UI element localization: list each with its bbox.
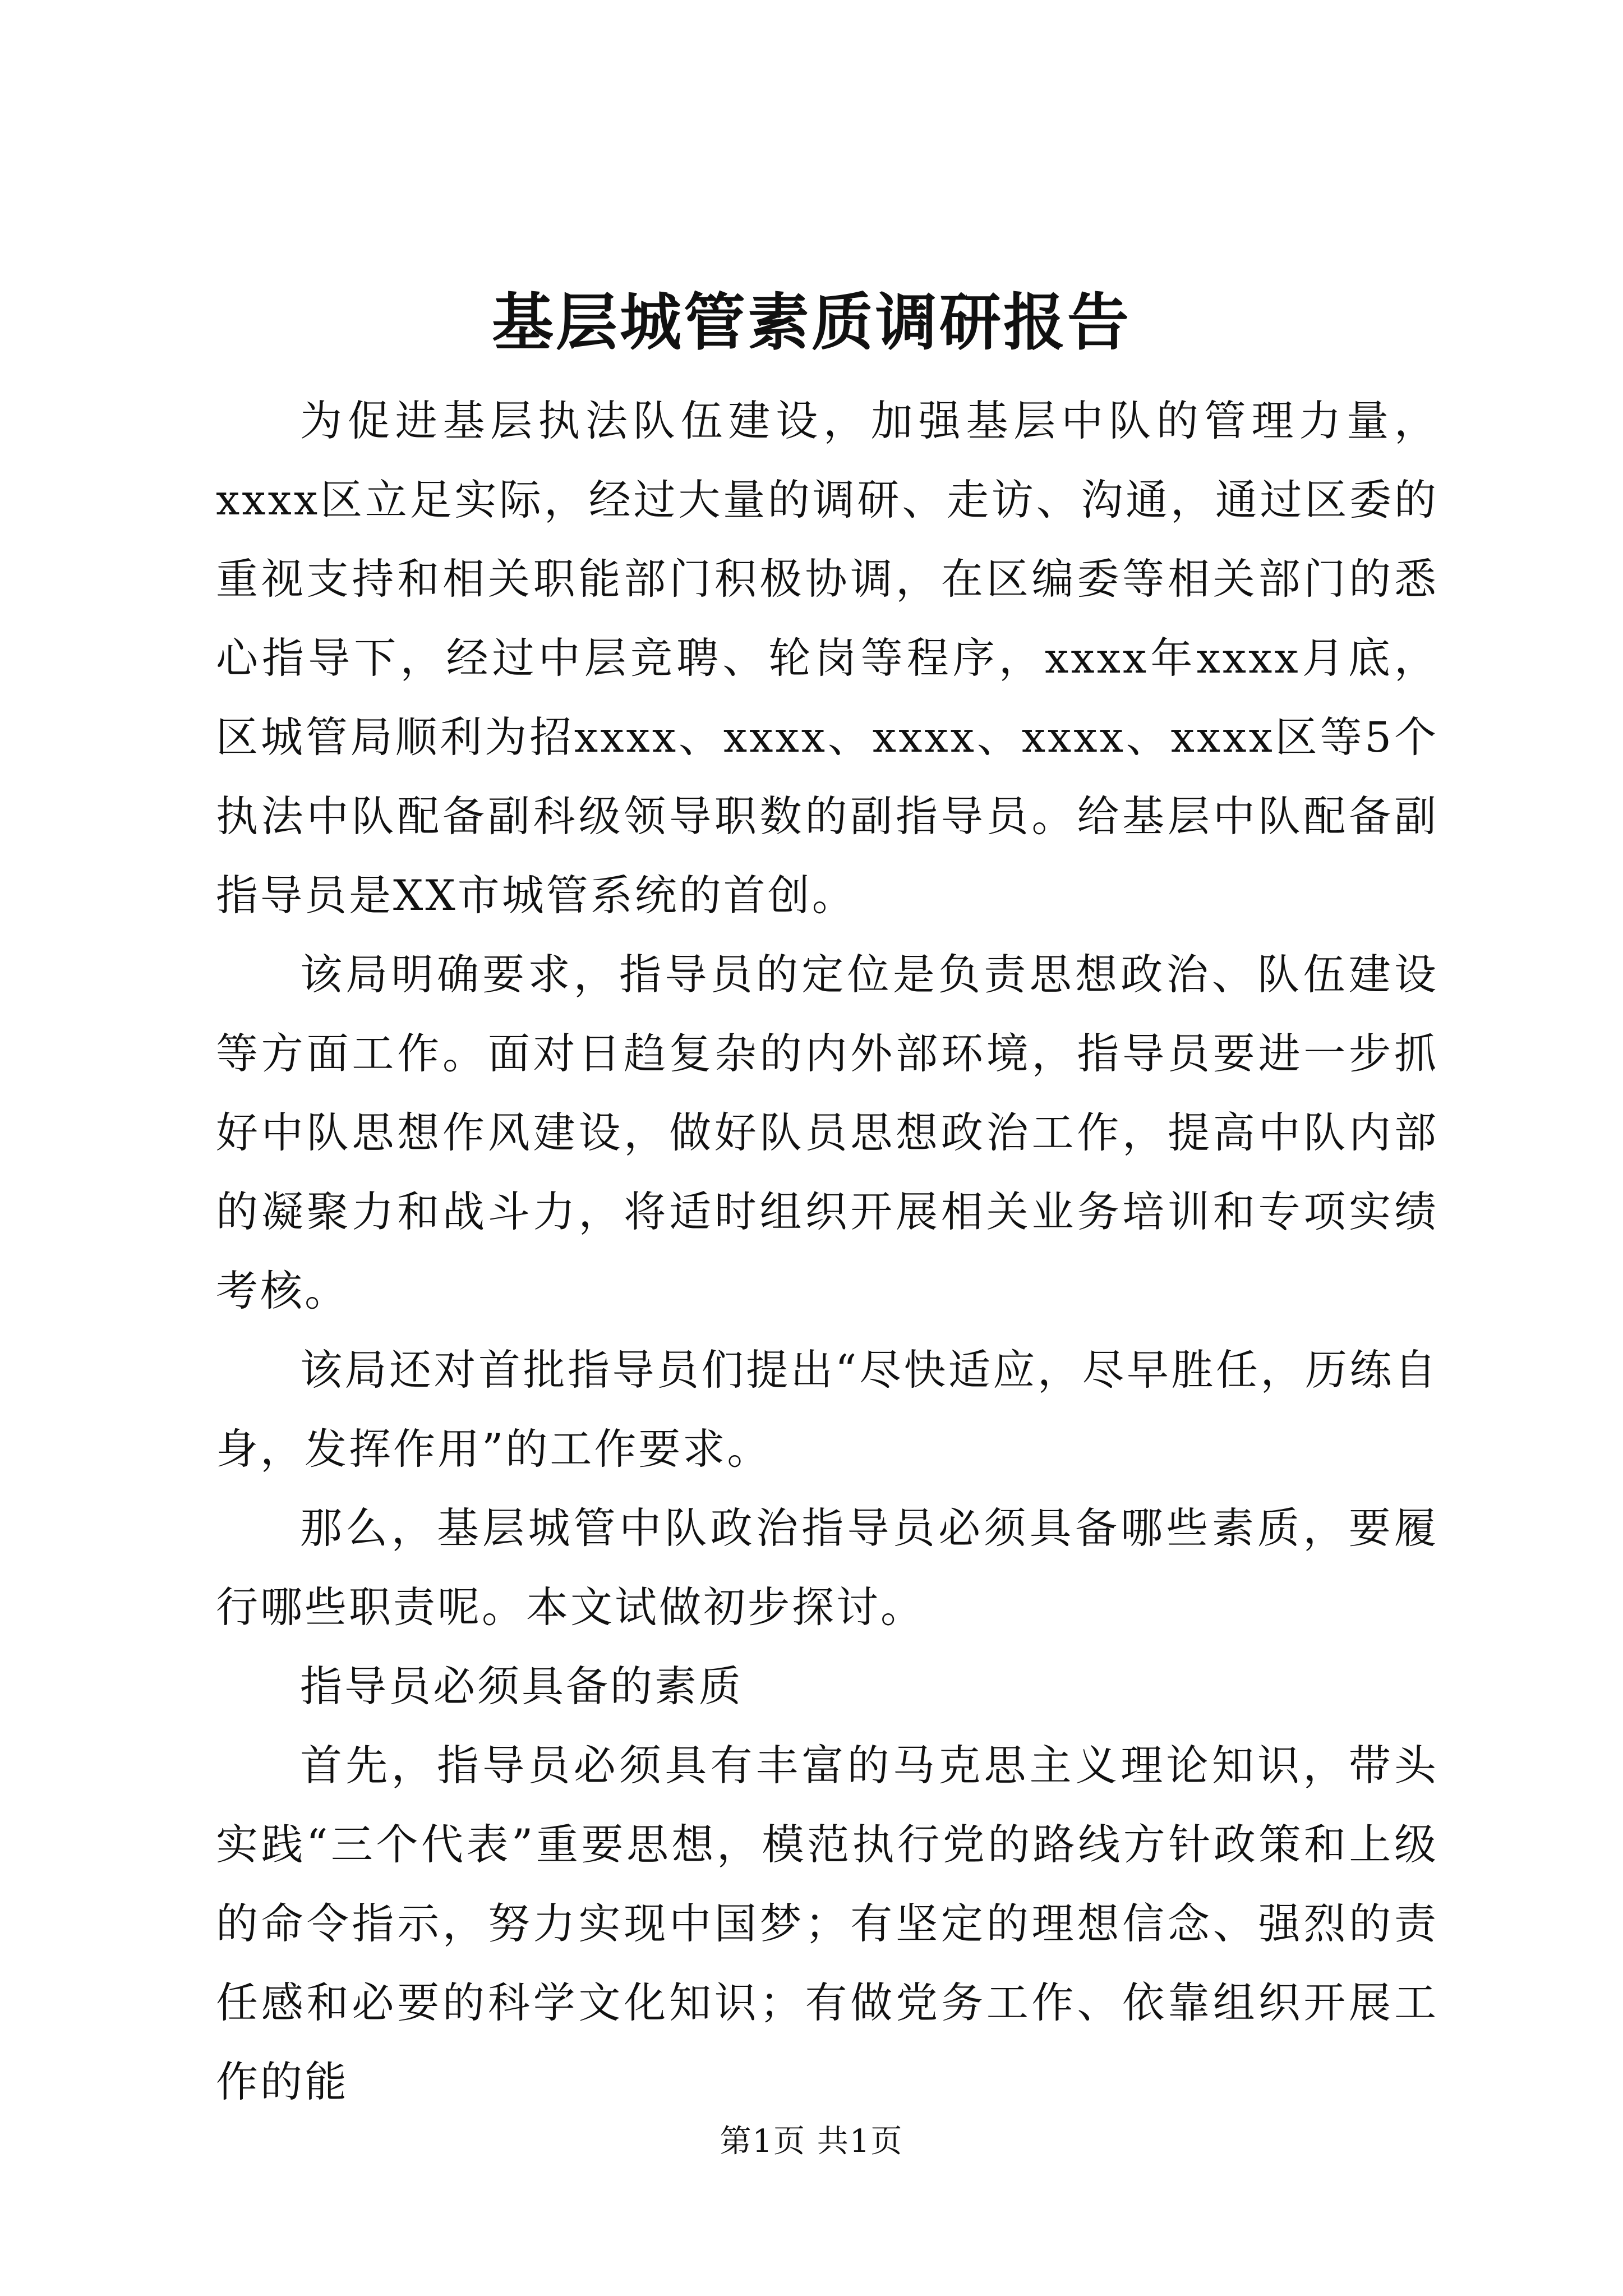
document-title: 基层城管素质调研报告 xyxy=(492,286,1131,358)
document-body xyxy=(216,381,1438,2122)
paragraph-5: 首先，指导员必须具有丰富的马克思主义理论知识，带头实践“三个代表”重要思想，模范执行党的路线方针政策和上级的命令指示，努力实现中国梦；有坚定的理想信念、强烈的责任感和必要的科学文化知识；有做党务工作、依靠组织开展工作的能 xyxy=(216,1741,1438,2106)
paragraph-3: 该局还对首批指导员们提出“尽快适应，尽早胜任，历练自身，发挥作用”的工作要求。 xyxy=(216,1345,1438,1474)
page-footer: 第1页 共1页 xyxy=(720,2123,903,2160)
paragraph-4: 那么，基层城管中队政治指导员必须具备哪些素质，要履行哪些职责呢。本文试做初步探讨。 xyxy=(216,1503,1438,1632)
section-heading: 指导员必须具备的素质 xyxy=(300,1662,744,1711)
paragraph-2: 该局明确要求，指导员的定位是负责思想政治、队伍建设等方面工作。面对日趋复杂的内外部环境，指导员要进一步抓好中队思想作风建设，做好队员思想政治工作，提高中队内部的凝聚力和战斗力，将适时组织开展相关业务培训和专项实绩考核。 xyxy=(216,950,1438,1315)
paragraph-1: 为促进基层执法队伍建设，加强基层中队的管理力量，xxxx区立足实际，经过大量的调研、走访、沟通，通过区委的重视支持和相关职能部门积极协调，在区编委等相关部门的悉心指导下，经过中层竞聘、轮岗等程序，xxxx年xxxx月底，区城管局顺利为招xxxx、xxxx、xxxx、xxxx、xxxx区等5个执法中队配备副科级领导职数的副指导员。给基层中队配备副指导员是XX市城管系统的首创。 xyxy=(216,396,1438,920)
